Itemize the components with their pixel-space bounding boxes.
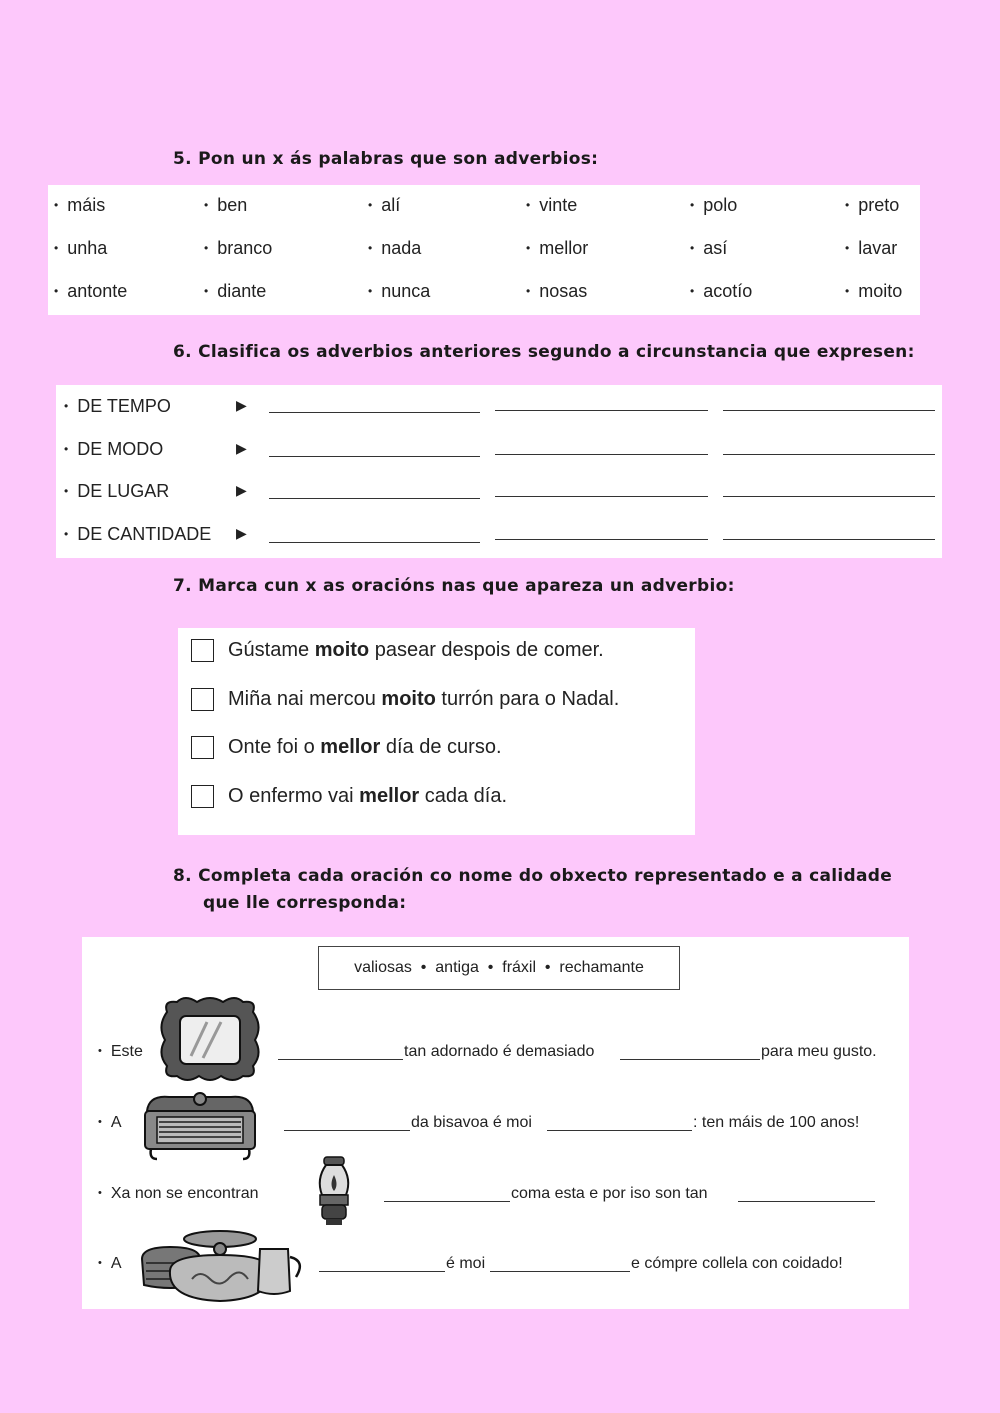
sentence-row-1-lead: • Este [98,1043,143,1061]
sentence-text-start: Miña nai mercou [228,688,382,710]
sentence-row-4-mid: é moi [446,1255,486,1272]
category-tempo-label: • DE TEMPO [64,396,171,417]
checkbox[interactable] [191,639,214,662]
category-cantidade-label: • DE CANTIDADE [64,524,211,545]
sentence-row [191,688,619,711]
word-item[interactable]: • moito [845,281,902,302]
sentence-row-2-mid: da bisavoa é moi [411,1114,532,1131]
section5-title: 5. Pon un x ás palabras que son adverbios: [173,149,599,169]
answer-blank[interactable] [547,1116,692,1131]
word-item[interactable]: • ben [204,195,247,216]
sentence-text-start: Onte foi o [228,736,321,758]
section6-classify-panel [56,385,942,558]
sentence-text-start: O enfermo vai [228,785,360,807]
arrow-icon: ▶ [236,525,247,541]
sentence-text-end: turrón para o Nadal. [435,688,620,710]
answer-line[interactable] [723,496,935,497]
oil-lamp-icon [314,1155,354,1227]
sentence-text-end: pasear despois de comer. [369,639,604,661]
sentence-text-start: Gústame [228,639,315,661]
answer-blank[interactable] [278,1045,403,1060]
arrow-icon: ▶ [236,440,247,456]
section8-complete-panel [82,937,909,1309]
answer-line[interactable] [495,454,708,455]
answer-blank[interactable] [319,1257,445,1272]
sentence-adverb: mellor [359,785,420,807]
sentence-row-2-end: : ten máis de 100 anos! [693,1114,860,1131]
sentence-row-2-lead: • A [98,1114,122,1132]
word-item[interactable]: • unha [54,238,107,259]
arrow-icon: ▶ [236,397,247,413]
answer-line[interactable] [495,496,708,497]
chest-icon [139,1089,261,1161]
sentence-row-3-lead: • Xa non se encontran [98,1185,259,1203]
sentence-row [191,736,502,759]
answer-blank[interactable] [284,1116,410,1131]
category-modo-label: • DE MODO [64,439,163,460]
word-item[interactable]: • nosas [526,281,587,302]
checkbox[interactable] [191,688,214,711]
sentence-row [191,785,507,808]
answer-line[interactable] [495,410,708,411]
answer-line[interactable] [723,454,935,455]
crockery-icon [140,1229,308,1305]
word-item[interactable]: • lavar [845,238,897,259]
answer-line[interactable] [723,539,935,540]
section7-sentence-panel [178,628,695,835]
word-item[interactable]: • máis [54,195,105,216]
word-item[interactable]: • así [690,238,727,259]
answer-line[interactable] [269,498,480,499]
word-item[interactable]: • diante [204,281,266,302]
section8-title-line1: 8. Completa cada oración co nome do obxecto representado e a calidade [173,866,893,886]
word-item[interactable]: • nada [368,238,421,259]
category-lugar-label: • DE LUGAR [64,481,169,502]
word-item[interactable]: • preto [845,195,899,216]
word-item[interactable]: • branco [204,238,272,259]
answer-line[interactable] [723,410,935,411]
section7-title: 7. Marca cun x as oracións nas que apareza un adverbio: [173,576,735,596]
word-item[interactable]: • acotío [690,281,752,302]
sentence-row-1-end: para meu gusto. [761,1043,877,1060]
answer-blank[interactable] [490,1257,630,1272]
answer-line[interactable] [269,412,480,413]
sentence-row [191,639,604,662]
word-item[interactable]: • mellor [526,238,588,259]
answer-line[interactable] [269,456,480,457]
sentence-text-end: cada día. [419,785,508,807]
sentence-adverb: mellor [320,736,381,758]
answer-blank[interactable] [620,1045,760,1060]
sentence-row-1-mid: tan adornado é demasiado [404,1043,595,1060]
sentence-text-end: día de curso. [380,736,502,758]
sentence-row-3-mid: coma esta e por iso son tan [511,1185,708,1202]
checkbox[interactable] [191,785,214,808]
answer-line[interactable] [269,542,480,543]
word-bank [318,946,680,990]
arrow-icon: ▶ [236,482,247,498]
word-item[interactable]: • polo [690,195,737,216]
sentence-row-4-end: e cómpre collela con coidado! [631,1255,843,1272]
answer-line[interactable] [495,539,708,540]
section8-title-line2: que lle corresponda: [203,893,407,913]
section6-title: 6. Clasifica os adverbios anteriores segundo a circunstancia que expresen: [173,342,915,362]
section5-word-panel [48,185,920,315]
sentence-adverb: moito [314,639,370,661]
word-item[interactable]: • alí [368,195,400,216]
word-bank-text: valiosas • antiga • fráxil • rechamante [354,959,644,976]
word-item[interactable]: • nunca [368,281,430,302]
sentence-row-4-lead: • A [98,1255,122,1273]
answer-blank[interactable] [384,1187,510,1202]
word-item[interactable]: • vinte [526,195,577,216]
checkbox[interactable] [191,736,214,759]
mirror-icon [155,996,265,1082]
sentence-adverb: moito [381,688,436,710]
word-item[interactable]: • antonte [54,281,127,302]
answer-blank[interactable] [738,1187,875,1202]
